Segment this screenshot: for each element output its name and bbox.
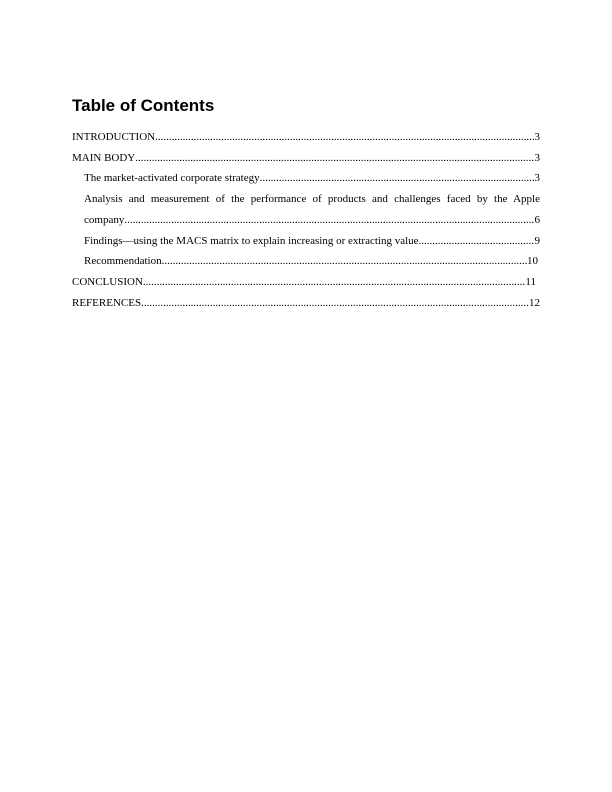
toc-entry-conclusion[interactable] <box>72 272 540 293</box>
toc-heading: Table of Contents <box>72 96 215 115</box>
toc-leader-dots <box>260 168 535 189</box>
toc-entry-title: REFERENCES <box>72 296 142 309</box>
toc-entry-main-body[interactable] <box>72 148 540 169</box>
toc-leader-dots <box>141 293 529 314</box>
toc-leader-dots <box>124 210 534 231</box>
toc-entry-title-line2-row <box>84 210 540 231</box>
toc-entry-market-activated-strategy[interactable] <box>72 168 540 189</box>
toc-leader-dots <box>143 272 526 293</box>
document-page <box>72 95 540 313</box>
toc-entry-analysis-measurement[interactable] <box>72 189 540 230</box>
toc-entry-recommendation[interactable] <box>72 251 540 272</box>
toc-entry-title: CONCLUSION <box>72 275 143 288</box>
toc-entry-title-line1: Analysis and measurement of the performance of products and challenges faced by the Apple <box>84 193 540 206</box>
toc-leader-dots <box>135 148 534 169</box>
toc-entry-page: 6 <box>534 213 540 226</box>
toc-entry-page: 3 <box>534 131 540 143</box>
toc-entry-findings-macs[interactable] <box>72 231 540 252</box>
toc-entry-introduction[interactable] <box>72 127 540 148</box>
toc-entry-title: The market-activated corporate strategy <box>84 172 260 185</box>
toc-entry-page: 11 <box>525 275 536 288</box>
toc-leader-dots <box>155 127 534 148</box>
toc-list <box>72 127 540 313</box>
toc-entry-references[interactable] <box>72 293 540 314</box>
toc-entry-title: Recommendation <box>84 255 162 268</box>
toc-leader-dots <box>162 251 527 272</box>
toc-entry-page: 10 <box>527 255 538 268</box>
toc-leader-dots <box>419 231 535 252</box>
toc-entry-title: MAIN BODY <box>72 151 136 164</box>
toc-entry-page: 3 <box>534 172 540 185</box>
toc-entry-page: 3 <box>534 151 540 164</box>
toc-entry-page: 12 <box>529 296 540 309</box>
toc-entry-page: 9 <box>534 234 540 247</box>
toc-entry-title: Findings—using the MACS matrix to explain increasing or extracting value <box>84 234 419 247</box>
toc-entry-title-line2: company <box>84 213 125 226</box>
toc-entry-title: INTRODUCTION <box>72 131 156 143</box>
